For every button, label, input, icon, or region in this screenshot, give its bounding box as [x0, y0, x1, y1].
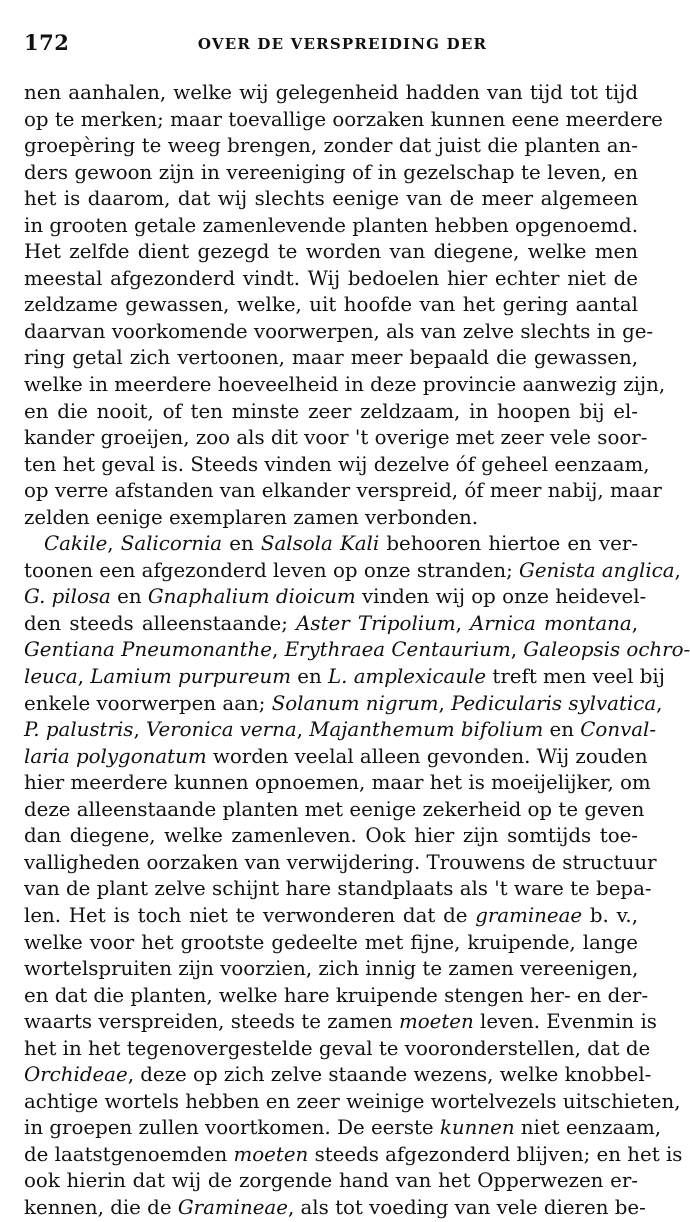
text-line: ook hierin dat wij de zorgende hand van het Opperwezen er- [24, 1169, 638, 1193]
text-line: het in het tegenovergestelde geval te vooronderstellen, dat de [24, 1036, 651, 1060]
page-header [24, 30, 641, 60]
text-line: het is daarom, dat wij slechts eenige van de meer algemeen [24, 187, 638, 211]
text-line: enkele voorwerpen aan; Solanum nigrum, Pedicularis sylvatica, [24, 691, 663, 715]
text-line: zelden eenige exemplaren zamen verbonden. [24, 505, 479, 529]
text-line: en die nooit, of ten minste zeer zeldzaam, in hoopen bij el- [24, 399, 638, 423]
text-line: P. palustris, Veronica verna, Majanthemum bifolium en Conval- [24, 718, 657, 742]
text-line: ders gewoon zijn in vereeniging of in gezelschap te leven, en [24, 160, 638, 184]
text-line: welke in meerdere hoeveelheid in deze provincie aanwezig zijn, [24, 373, 666, 397]
text-line: ten het geval is. Steeds vinden wij dezelve óf geheel eenzaam, [24, 452, 650, 476]
text-line: len. Het is toch niet te verwonderen dat de gramineae b. v., [24, 903, 638, 927]
text-line: leuca, Lamium purpureum en L. amplexicaule treft men veel bij [24, 665, 665, 689]
text-line: G. pilosa en Gnaphalium dioicum vinden wij op onze heidevel- [24, 585, 647, 609]
text-line: waarts verspreiden, steeds te zamen moeten leven. Evenmin is [24, 1010, 657, 1034]
text-line: toonen een afgezonderd leven op onze stranden; Genista anglica, [24, 558, 681, 582]
text-line: achtige wortels hebben en zeer weinige wortelvezels uitschieten, [24, 1089, 681, 1113]
text-line: deze alleenstaande planten met eenige zekerheid op te geven [24, 797, 645, 821]
text-line: in groepen zullen voortkomen. De eerste kunnen niet eenzaam, [24, 1116, 662, 1140]
text-line: op te merken; maar toevallige oorzaken kunnen eene meerdere [24, 107, 663, 131]
text-line: groepèring te weeg brengen, zonder dat juist die planten an- [24, 134, 638, 158]
running-title: OVER DE VERSPREIDING DER [197, 35, 488, 53]
text-line: Het zelfde dient gezegd te worden van diegene, welke men [24, 240, 638, 264]
text-line: den steeds alleenstaande; Aster Tripolium, Arnica montana, [24, 611, 638, 635]
text-line: daarvan voorkomende voorwerpen, als van zelve slechts in ge- [24, 319, 654, 343]
text-line: wortelspruiten zijn voorzien, zich innig te zamen vereenigen, [24, 957, 639, 981]
text-line: en dat die planten, welke hare kruipende stengen her- en der- [24, 983, 649, 1007]
text-line: op verre afstanden van elkander verspreid, óf meer nabij, maar [24, 479, 662, 503]
text-line: valligheden oorzaken van verwijdering. Trouwens de structuur [24, 850, 657, 874]
text-line: ring getal zich vertoonen, maar meer bepaald die gewassen, [24, 346, 638, 370]
text-line: Gentiana Pneumonanthe, Erythraea Centaurium, Galeopsis ochro- [24, 638, 690, 662]
text-line: kennen, die de Gramineae, als tot voeding van vele dieren be- [24, 1195, 646, 1219]
text-line: welke voor het grootste gedeelte met fijne, kruipende, lange [24, 930, 638, 954]
body-text [24, 80, 690, 1222]
text-line: in grooten getale zamenlevende planten hebben opgenoemd. [24, 213, 638, 237]
text-line: de laatstgenoemden moeten steeds afgezonderd blijven; en het is [24, 1142, 683, 1166]
text-line: van de plant zelve schijnt hare standplaats als 't ware te bepa- [24, 877, 652, 901]
text-line: Orchideae, deze op zich zelve staande wezens, welke knobbel- [24, 1063, 652, 1087]
text-line: zeldzame gewassen, welke, uit hoofde van het gering aantal [24, 293, 638, 317]
text-line: hier meerdere kunnen opnoemen, maar het is moeijelijker, om [24, 771, 651, 795]
page-number: 172 [24, 30, 70, 55]
text-line: laria polygonatum worden veelal alleen gevonden. Wij zouden [24, 744, 648, 768]
text-line: Cakile, Salicornia en Salsola Kali behooren hiertoe en ver- [44, 532, 639, 556]
text-line: dan diegene, welke zamenleven. Ook hier zijn somtijds toe- [24, 824, 638, 848]
text-line: meestal afgezonderd vindt. Wij bedoelen hier echter niet de [24, 266, 638, 290]
text-line: kander groeijen, zoo als dit voor 't overige met zeer vele soor- [24, 426, 648, 450]
text-line: nen aanhalen, welke wij gelegenheid hadden van tijd tot tijd [24, 81, 638, 104]
